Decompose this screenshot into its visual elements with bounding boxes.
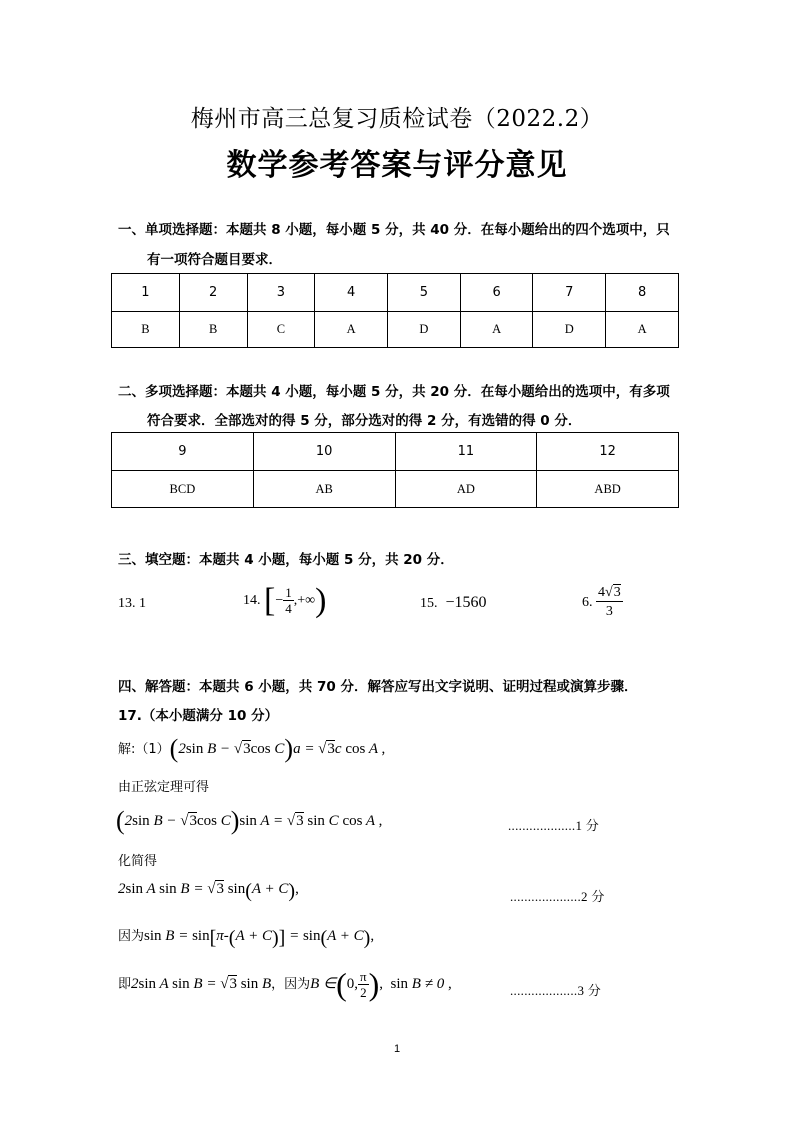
q14-label: 14. <box>243 593 261 608</box>
answer-cell: A <box>606 312 679 348</box>
section4-heading: 四、解答题：本题共 6 小题，共 70 分．解答应写出文字说明、证明过程或演算步骤． <box>118 679 638 695</box>
score-mark-1: ...................1 分 <box>508 818 600 833</box>
q-number-cell: 9 <box>112 433 254 471</box>
solution-prefix: 解:（1） <box>118 742 170 757</box>
exam-title: 梅州市高三总复习质检试卷（2022.2） <box>190 106 604 132</box>
answer-cell: C <box>247 312 315 348</box>
score-mark-2: ....................2 分 <box>510 889 605 904</box>
step-text-law-of-sines: 由正弦定理可得 <box>118 780 210 795</box>
section2-heading: 二、多项选择题：本题共 4 小题，每小题 5 分，共 20 分．在每小题给出的选项中，有多项 <box>118 384 670 400</box>
q-number-cell: 1 <box>112 274 180 312</box>
q-number-cell: 7 <box>533 274 606 312</box>
equation-5: 即2sin A sin B = √3 sin B，因为B ∈(0, $\frac{\pi}{2}$ ), sin B ≠ 0 , <box>118 966 452 1002</box>
q-number-cell: 10 <box>253 433 395 471</box>
equation-3: 2sin A sin B = √3 sin(A + C), <box>118 880 299 902</box>
answer-cell: D <box>533 312 606 348</box>
equation-4: 因为sin B = sin[π-(A + C)] = sin(A + C), <box>118 927 375 949</box>
q-number-cell: 4 <box>315 274 388 312</box>
step-text-because-2: ，因为 <box>271 977 311 992</box>
q-number-cell: 11 <box>395 433 537 471</box>
section2-heading-cont: 符合要求．全部选对的得 5 分，部分选对的得 2 分，有选错的得 0 分． <box>147 413 582 429</box>
section1-heading-cont: 有一项符合题目要求． <box>147 252 282 268</box>
q15-answer <box>420 594 487 612</box>
answer-cell: B <box>179 312 247 348</box>
step-text-thus: 即 <box>118 977 132 992</box>
q16-answer: 6. $\frac{4√3}{3}$ <box>582 585 621 619</box>
answer-cell: AD <box>395 471 537 508</box>
q13-label: 13. <box>118 596 136 611</box>
q-number-cell: 12 <box>537 433 679 471</box>
single-choice-table <box>111 273 679 348</box>
q14-answer: 14. [− $\frac{1}{4}$ ,+∞) <box>243 582 327 619</box>
q-number-cell: 8 <box>606 274 679 312</box>
section3-heading: 三、填空题：本题共 4 小题，每小题 5 分，共 20 分． <box>118 552 454 568</box>
q-number-cell: 6 <box>460 274 533 312</box>
solution-line-1: 解:（1）(2sin B − √3cos C)a = √3c cos A , <box>118 734 386 763</box>
q13-value: 1 <box>139 596 146 611</box>
section1-heading: 一、单项选择题：本题共 8 小题，每小题 5 分，共 40 分．在每小题给出的四个选项中，只 <box>118 222 670 238</box>
q-number-cell: 2 <box>179 274 247 312</box>
q16-label: 6. <box>582 595 593 611</box>
answer-key-title: 数学参考答案与评分意见 <box>226 148 568 183</box>
answer-cell: B <box>112 312 180 348</box>
q-number-cell: 5 <box>387 274 460 312</box>
answer-cell: AB <box>253 471 395 508</box>
step-text-because: 因为 <box>118 929 145 944</box>
answer-cell: BCD <box>112 471 254 508</box>
answer-cell: A <box>460 312 533 348</box>
q17-heading: 17.（本小题满分 10 分） <box>118 708 279 724</box>
equation-2: (2sin B − √3cos C)sin A = √3 sin C cos A , <box>116 806 383 835</box>
answer-cell: ABD <box>537 471 679 508</box>
q15-label: 15. <box>420 596 438 611</box>
q15-value: −1560 <box>445 594 487 611</box>
page-number: 1 <box>393 1043 401 1055</box>
score-mark-3: ...................3 分 <box>510 983 602 998</box>
step-text-simplify: 化简得 <box>118 854 158 869</box>
q13-answer <box>118 596 146 612</box>
q-number-cell: 3 <box>247 274 315 312</box>
answer-cell: A <box>315 312 388 348</box>
multi-choice-table <box>111 432 679 508</box>
answer-cell: D <box>387 312 460 348</box>
